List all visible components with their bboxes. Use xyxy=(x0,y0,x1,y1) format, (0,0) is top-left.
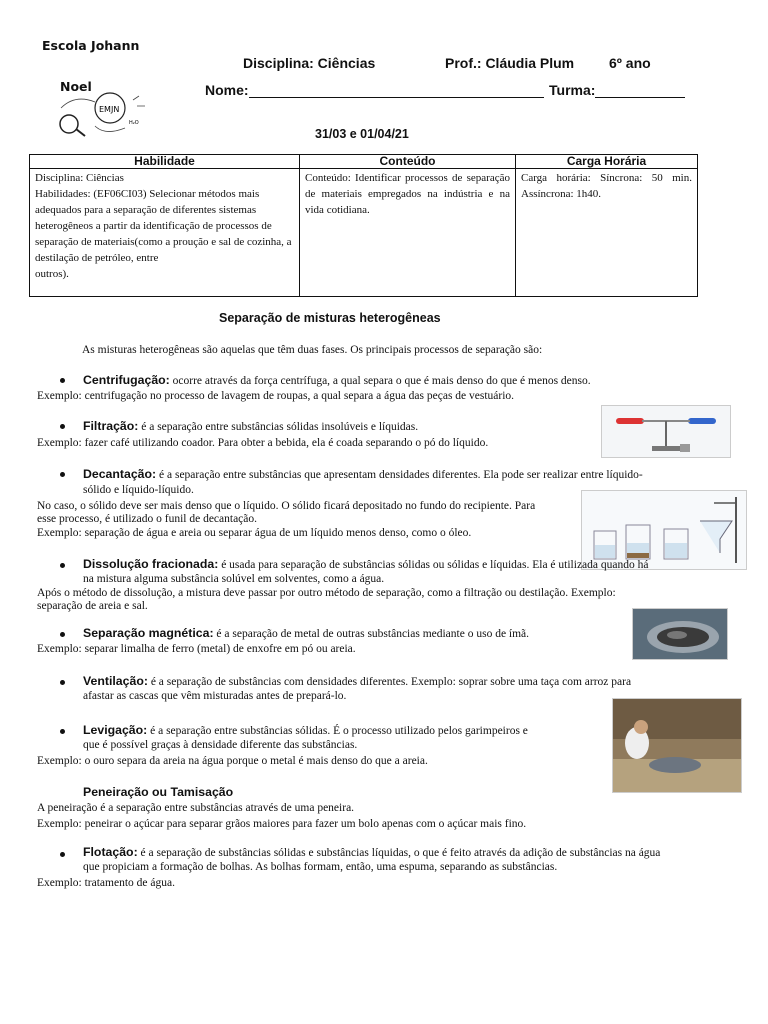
bullet-icon xyxy=(60,563,65,568)
habilidade-line3: outros). xyxy=(35,268,69,280)
school-name-line1: Escola Johann xyxy=(42,38,140,53)
bullet-icon xyxy=(60,632,65,637)
bullet-icon xyxy=(60,680,65,685)
habilidade-line2: Habilidades: (EF06CI03) Selecionar métodos mais adequados para a separação de diferentes sistemas heterogêneos a partir da identificação de processos de separação de materiais(como a proução e sal de cozinha, a destilação de petróleo, entre xyxy=(35,188,292,264)
dissolucao-text2: separação de areia e sal. xyxy=(37,600,148,612)
peneiracao-text: A peneiração é a separação entre substâncias através de uma peneira. xyxy=(37,802,355,814)
magnetica-item: Separação magnética: é a separação de metal de outras substâncias mediante o uso de ímã. xyxy=(83,626,530,640)
bullet-icon xyxy=(60,378,65,383)
peneiracao-example: Exemplo: peneirar o açúcar para separar grãos maiores para fazer um bolo apenas com o açúcar mais fino. xyxy=(37,818,527,830)
discipline-label: Disciplina: Ciências xyxy=(243,55,376,71)
cell-habilidade xyxy=(30,169,300,297)
dissolucao-item: Dissolução fracionada: é usada para separação de substâncias sólidas ou sólidas e líquidas. Ela é utilizada quando há xyxy=(83,557,649,571)
class-line xyxy=(595,83,685,98)
skills-table xyxy=(29,154,698,297)
school-name-line2: Noel xyxy=(60,79,92,94)
decantacao-text2: esse processo, é utilizado o funil de decantação. xyxy=(37,513,258,525)
ventilacao-def-cont: afastar as cascas que vêm misturadas antes de prepará-lo. xyxy=(83,690,347,702)
habilidade-line1: Disciplina: Ciências xyxy=(35,172,124,184)
teacher-label: Prof.: Cláudia Plum xyxy=(445,55,575,71)
centrifugacao-example: Exemplo: centrifugação no processo de lavagem de roupas, a qual separa a água das peças de vestuário. xyxy=(37,390,515,402)
name-line xyxy=(249,83,544,98)
gold-panning-image xyxy=(612,698,742,793)
bullet-icon xyxy=(60,729,65,734)
cell-carga: Carga horária: Síncrona: 50 min. Assíncrona: 1h40. xyxy=(516,169,698,297)
levigacao-item: Levigação: é a separação entre substâncias sólidas. É o processo utilizado pelos garimpeiros e xyxy=(83,723,528,737)
flotacao-example: Exemplo: tratamento de água. xyxy=(37,877,175,889)
decantacao-def-cont: sólido e líquido-líquido. xyxy=(83,484,194,496)
logo-text: EMJN xyxy=(99,105,120,114)
levigacao-example: Exemplo: o ouro separa da areia na água porque o metal é mais denso do que a areia. xyxy=(37,755,428,767)
header-conteudo: Conteúdo xyxy=(300,155,516,169)
bullet-icon xyxy=(60,852,65,857)
school-logo xyxy=(55,84,150,142)
levigacao-def-cont: que é possível graças à densidade diferente das substâncias. xyxy=(83,739,358,751)
ventilacao-item: Ventilação: é a separação de substâncias com densidades diferentes. Exemplo: soprar sobre uma taça com arroz para xyxy=(83,674,632,688)
magnetica-example: Exemplo: separar limalha de ferro (metal) de enxofre em pó ou areia. xyxy=(37,643,356,655)
section-title: Separação de misturas heterogêneas xyxy=(219,311,441,325)
dissolucao-def-cont: na mistura alguma substância solúvel em solventes, como a água. xyxy=(83,573,385,585)
decantacao-item: Decantação: é a separação entre substâncias que apresentam densidades diferentes. Ela pode ser realizar entre líquido- xyxy=(83,467,643,481)
flotacao-item: Flotação: é a separação de substâncias sólidas e substâncias líquidas, o que é feito através da adição de substâncias na água xyxy=(83,845,661,859)
filtracao-example: Exemplo: fazer café utilizando coador. Para obter a bebida, ela é coada separando o pó do líquido. xyxy=(37,437,489,449)
bullet-icon xyxy=(60,472,65,477)
cell-conteudo: Conteúdo: Identificar processos de separação de materiais empregados na indústria e na vida cotidiana. xyxy=(300,169,516,297)
flotacao-def-cont: que propiciam a formação de bolhas. As bolhas formam, então, uma espuma, separando as substâncias. xyxy=(83,861,558,873)
dissolucao-text1: Após o método de dissolução, a mistura deve passar por outro método de separação, como a filtração ou destilação. Exemplo: xyxy=(37,587,616,599)
bullet-icon xyxy=(60,424,65,429)
name-label: Nome: xyxy=(205,82,249,98)
grade-label: 6º ano xyxy=(609,55,651,71)
header-habilidade: Habilidade xyxy=(30,155,300,169)
svg-text:H₂O: H₂O xyxy=(129,120,139,126)
centrifugacao-item: Centrifugação: ocorre através da força centrífuga, a qual separa o que é mais denso do que é menos denso. xyxy=(83,373,591,387)
intro-text: As misturas heterogêneas são aquelas que têm duas fases. Os principais processos de separação são: xyxy=(82,344,543,356)
peneiracao-title: Peneiração ou Tamisação xyxy=(83,785,234,799)
name-field[interactable] xyxy=(205,82,544,98)
class-field[interactable] xyxy=(549,82,685,98)
magnetic-image xyxy=(632,608,728,660)
date-label: 31/03 e 01/04/21 xyxy=(315,127,409,141)
centrifuge-image xyxy=(601,405,731,458)
filtracao-item: Filtração: é a separação entre substâncias sólidas insolúveis e líquidas. xyxy=(83,419,419,433)
decantacao-example: Exemplo: separação de água e areia ou separar água de um líquido menos denso, como o óleo. xyxy=(37,527,472,539)
class-label: Turma: xyxy=(549,82,596,98)
decantacao-text1: No caso, o sólido deve ser mais denso que o líquido. O sólido ficará depositado no fundo do recipiente. Para xyxy=(37,500,536,512)
header-carga: Carga Horária xyxy=(516,155,698,169)
